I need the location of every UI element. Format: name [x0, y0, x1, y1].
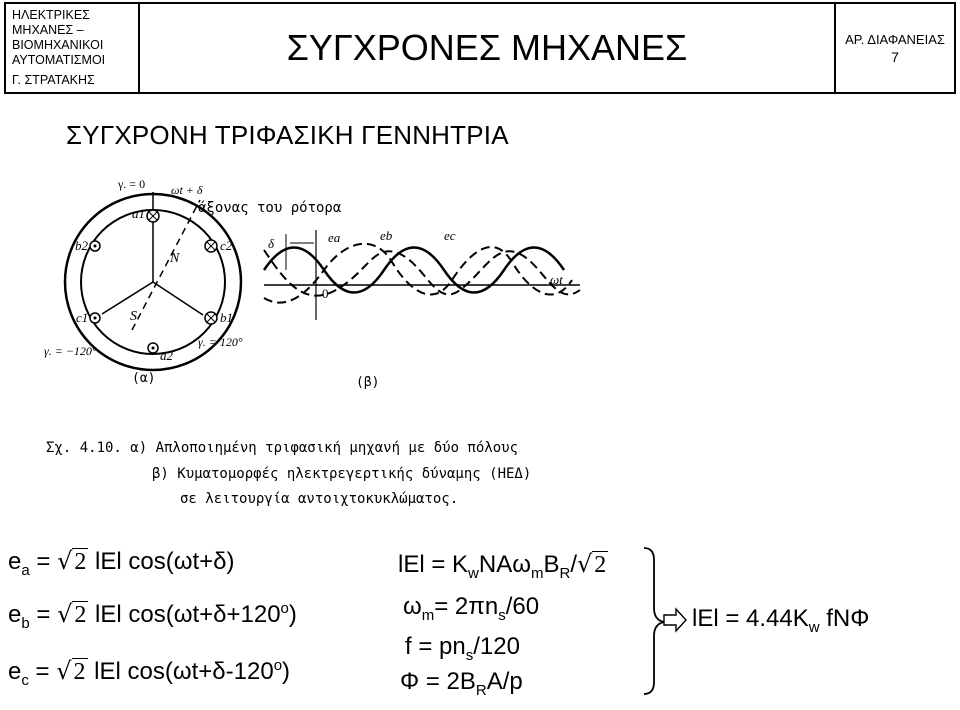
eq-subscript: b: [21, 614, 30, 632]
origin-label: 0: [322, 286, 329, 301]
slide-number-box: [836, 4, 954, 92]
slide-label: ΑΡ. ΔΙΑΦΑΝΕΙΑΣ: [845, 32, 945, 47]
sqrt-symbol: √2: [576, 550, 607, 578]
caption-line-3: σε λειτουργία αντοιχτοκυκλώματος.: [180, 491, 459, 507]
ec-label: ec: [444, 228, 456, 243]
waveform-ec: [264, 250, 580, 296]
wt-delta-label: ωt + δ: [171, 183, 203, 197]
caption-line-2: β) Κυματομορφές ηλεκτρεγερτικής δύναμης (ΗΕΔ): [152, 466, 532, 482]
gamma-plus-label: γ. = 120°: [198, 335, 243, 349]
eq-superscript: o: [273, 657, 283, 674]
section-heading: ΣΥΓΧΡΟΝΗ ΤΡΙΦΑΣΙΚΗ ΓΕΝΝΗΤΡΙΑ: [66, 120, 509, 150]
coil-c1-icon: [90, 313, 100, 323]
coil-a1-icon: [147, 210, 159, 222]
equation-frequency: $f = pn_s/120$: [405, 633, 520, 664]
equation-ec: [8, 657, 290, 689]
result-equation: lEl = $4.44K_w$ fNΦ: [692, 605, 870, 636]
gamma-zero-label: γ. = 0: [118, 177, 146, 191]
caption-line-1: Σχ. 4.10. α) Απλοποιημένη τριφασική μηχανή με δύο πόλους: [46, 440, 519, 456]
south-pole-label: S: [130, 309, 137, 324]
coil-label: a2: [160, 348, 173, 363]
course-info: [6, 4, 140, 92]
eq-rhs: lEl cos(ωt+δ-120: [87, 658, 274, 685]
eq-paren: ): [282, 658, 291, 685]
sqrt-symbol: √2: [57, 600, 87, 628]
figure-part-b-label: (β): [356, 375, 380, 390]
arrow-right-icon: [662, 606, 688, 634]
equation-eb: [8, 600, 297, 632]
eq-sign: =: [28, 658, 57, 685]
equation-emf-magnitude: lEl = $K_wNA\omega_mB_R/√2$: [398, 550, 607, 582]
coil-label: b2: [75, 238, 88, 253]
eq-paren: ): [288, 601, 297, 628]
eq-superscript: o: [280, 600, 289, 617]
slide-title: ΣΥΓΧΡΟΝΕΣ ΜΗΧΑΝΕΣ: [140, 4, 836, 92]
sqrt-symbol: √2: [57, 547, 87, 575]
eq-symbol: e: [8, 601, 22, 628]
coil-label: b1: [220, 310, 233, 325]
eq-rhs: lEl cos(ωt+δ): [88, 548, 235, 575]
rotor-leg: [153, 282, 203, 315]
eb-label: eb: [380, 228, 393, 243]
rotor-leg: [102, 282, 153, 314]
figure-generator-diagram: [40, 170, 680, 515]
north-pole-label: N: [170, 251, 180, 266]
coil-b2-icon: [90, 241, 100, 251]
gamma-minus-label: γ. = −120°: [44, 344, 97, 358]
course-line: ΑΥΤΟΜΑΤΙΣΜΟΙ: [12, 53, 106, 67]
course-line: ΒΙΟΜΗΧΑΝΙΚΟΙ: [12, 38, 104, 52]
figure-part-a-label: (α): [132, 371, 156, 386]
ea-label: ea: [328, 230, 341, 245]
delta-label: δ: [268, 236, 275, 251]
slide-header: [4, 2, 956, 94]
slide-number: 7: [891, 49, 899, 65]
omega-t-label: ωt: [550, 272, 563, 287]
sqrt-symbol: √2: [56, 657, 86, 685]
coil-a2-icon: [148, 343, 158, 353]
equation-ea: [8, 547, 234, 579]
eq-sign: =: [29, 548, 58, 575]
coil-b1-icon: [205, 312, 217, 324]
coil-label: c2: [220, 238, 233, 253]
equation-omega: $\omega_m= 2\pi n_s/60$: [403, 593, 540, 624]
equation-flux: $\Phi = 2B_RA/p$: [400, 668, 523, 699]
eq-symbol: e: [8, 548, 22, 575]
eq-symbol: e: [8, 658, 22, 685]
coil-c2-icon: [205, 240, 217, 252]
eq-subscript: c: [21, 671, 29, 689]
coil-label: c1: [76, 310, 89, 325]
course-line: ΜΗΧΑΝΕΣ –: [12, 23, 84, 37]
eq-subscript: a: [21, 561, 30, 579]
eq-rhs: lEl cos(ωt+δ+120: [88, 601, 281, 628]
author: Γ. ΣΤΡΑΤΑΚΗΣ: [12, 73, 95, 87]
rotor-axis-label: άξονας του ρότορα: [198, 200, 342, 216]
eq-sign: =: [29, 601, 58, 628]
coil-label: a1: [132, 206, 145, 221]
course-line: ΗΛΕΚΤΡΙΚΕΣ: [12, 8, 90, 22]
